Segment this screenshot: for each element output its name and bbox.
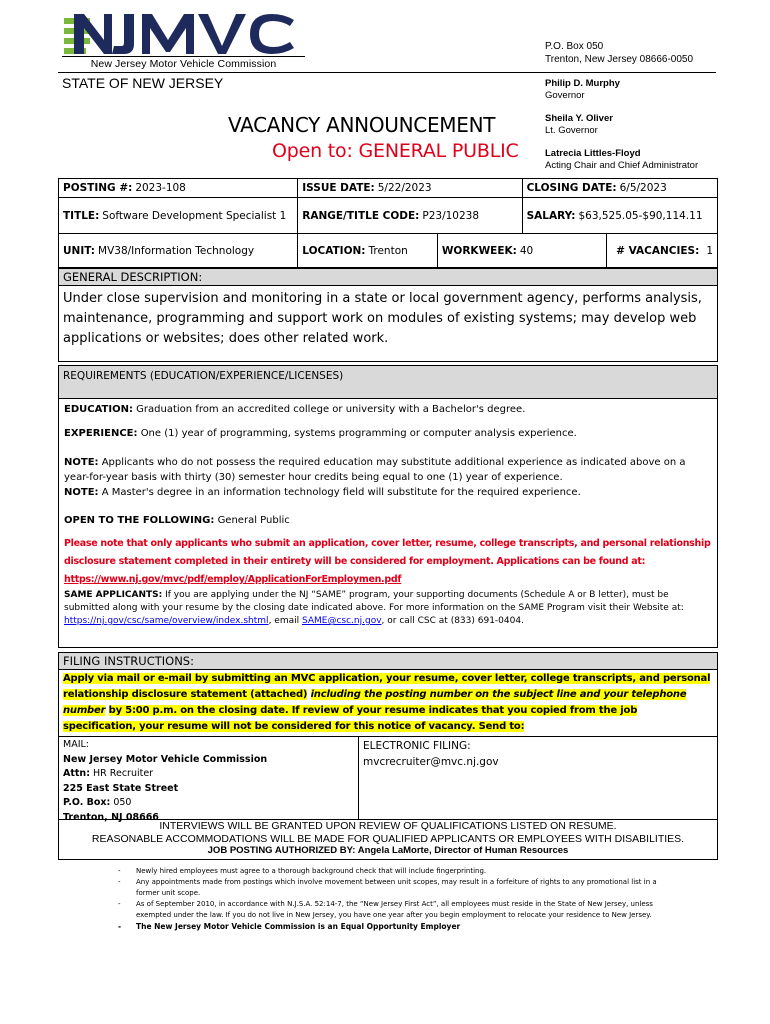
official-name: Philip D. Murphy: [545, 78, 620, 89]
note-masters: NOTE: A Master's degree in an information technology field will substitute for the required experience.: [64, 487, 581, 498]
salary: SALARY: $63,525.05-$90,114.11: [526, 209, 703, 222]
electronic-filing-label: ELECTRONIC FILING:: [363, 740, 471, 752]
list-item: - The New Jersey Motor Vehicle Commission is an Equal Opportunity Employer: [118, 921, 658, 932]
mail-po-box: P.O. Box: 050: [63, 797, 132, 808]
filing-instructions-body: [58, 670, 718, 823]
closing-date: CLOSING DATE: 6/5/2023: [526, 182, 667, 194]
same-program-link[interactable]: https://nj.gov/csc/same/overview/index.shtml: [64, 616, 269, 626]
address-line2: Trenton, New Jersey 08666-0050: [545, 54, 694, 65]
announcement-title: VACANCY ANNOUNCEMENT: [228, 113, 496, 137]
policy-notes-list: [118, 866, 658, 932]
open-to-following: OPEN TO THE FOLLOWING: General Public: [64, 515, 290, 526]
experience-requirement: EXPERIENCE: One (1) year of programming, systems programming or computer analysis experience.: [64, 428, 577, 439]
table-row: [59, 198, 717, 234]
official-title: Lt. Governor: [545, 124, 598, 136]
filing-instructions-text: Apply via mail or e-mail by submitting an MVC application, your resume, cover letter, college transcripts, and personal relationship disclosure statement (attached) including the posting number on the subject line and your telephone number by 5:00 p.m. on the closing date. If review of your resume indicates that you copied from the job specification, your resume will not be considered for this notice of vacancy. Send to:: [63, 673, 711, 732]
note-substitution: NOTE: Applicants who do not possess the required education may substitute additional experience as indicated above on a year-for-year basis with thirty (30) semester hour credits being equal to one (1) year of experience.: [64, 457, 686, 483]
general-description-heading: GENERAL DESCRIPTION:: [58, 268, 718, 286]
footer-line1: INTERVIEWS WILL BE GRANTED UPON REVIEW OF QUALIFICATIONS LISTED ON RESUME.: [159, 820, 617, 832]
open-to-heading: Open to: GENERAL PUBLIC: [272, 140, 519, 162]
education-requirement: EDUCATION: Graduation from an accredited college or university with a Bachelor's degree.: [64, 404, 526, 415]
mail-label: MAIL:: [63, 739, 89, 750]
workweek: WORKWEEK: 40: [438, 234, 607, 267]
job-title: TITLE: Software Development Specialist 1: [59, 198, 298, 233]
list-item: - Newly hired employees must agree to a thorough background check that will include fingerprinting.: [118, 866, 658, 877]
issue-date: ISSUE DATE: 5/22/2023: [298, 179, 522, 197]
mail-attention: Attn: HR Recruiter: [63, 768, 154, 779]
address-line1: P.O. Box 050: [545, 41, 604, 52]
header-divider: [58, 72, 716, 73]
logo-subtitle: New Jersey Motor Vehicle Commission: [62, 56, 305, 70]
general-description-body: Under close supervision and monitoring in a state or local government agency, performs analysis, maintenance, programming and support work on modules of existing systems; may develop web applications or websites; does other related work.: [58, 286, 718, 362]
recruiter-email[interactable]: mvcrecruiter@mvc.nj.gov: [363, 756, 499, 768]
state-heading: STATE OF NEW JERSEY: [62, 75, 224, 91]
posting-details-table: [58, 178, 718, 268]
interview-footer: [58, 820, 718, 860]
unit: UNIT: MV38/Information Technology: [59, 234, 298, 267]
mail-organization: New Jersey Motor Vehicle Commission: [63, 753, 268, 765]
filing-instructions-heading: FILING INSTRUCTIONS:: [58, 652, 718, 670]
electronic-filing-block: [359, 736, 717, 820]
application-form-link[interactable]: https://www.nj.gov/mvc/pdf/employ/ApplicationForEmploymen.pdf: [64, 574, 402, 585]
list-item: - As of September 2010, in accordance with N.J.S.A. 52:14-7, the “New Jersey First Act”, all employees must reside in the State of New Jersey, unless exempted under the law. If you do not live in New Jersey, you have one year after you begin employment to relocate your residence to New Jersey.: [118, 899, 658, 921]
mail-city: Trenton, NJ 08666: [63, 811, 159, 823]
mail-street: 225 East State Street: [63, 782, 179, 794]
table-row: [59, 234, 717, 267]
same-applicants-note: SAME APPLICANTS: If you are applying under the NJ “SAME” program, your supporting documents (Schedule A or B letter), must be submitted along with your resume by the closing date indicated above. For more information on the SAME Program visit their Website at: https://nj.gov/csc/same/overview/index.shtml, email SAME@csc.nj.gov, or call CSC at (833) 691-0404.: [64, 590, 684, 626]
official-title: Governor: [545, 89, 585, 101]
requirements-heading: REQUIREMENTS (EDUCATION/EXPERIENCE/LICENSES): [58, 365, 718, 399]
list-item: - Any appointments made from postings which involve movement between unit scopes, may result in a forfeiture of rights to any promotional list in a former unit scope.: [118, 877, 658, 899]
same-email-link[interactable]: SAME@csc.nj.gov: [301, 616, 382, 626]
mailing-address: [545, 40, 693, 66]
range-title-code: RANGE/TITLE CODE: P23/10238: [298, 198, 522, 233]
application-notice: Please note that only applicants who submit an application, cover letter, resume, college transcripts, and personal relationship disclosure statement completed in their entirety will be considered for employment. Applications can be found at: https://www.nj.gov/mvc/pdf/employ/ApplicationForEmploymen.pdf: [64, 538, 711, 585]
table-row: [59, 179, 717, 198]
location: LOCATION: Trenton: [298, 234, 438, 267]
footer-authorization: JOB POSTING AUTHORIZED BY: Angela LaMorte, Director of Human Resources: [207, 845, 569, 856]
official-name: Sheila Y. Oliver: [545, 113, 613, 124]
official-name: Latrecia Littles-Floyd: [545, 148, 641, 159]
requirements-body: [58, 399, 718, 648]
vacancies: # VACANCIES: 1: [616, 244, 713, 257]
official-lt-governor: [545, 113, 613, 136]
official-governor: [545, 78, 620, 101]
footer-line2: REASONABLE ACCOMMODATIONS WILL BE MADE FOR QUALIFIED APPLICANTS OR EMPLOYEES WITH DISABILITIES.: [91, 832, 685, 845]
official-title: Acting Chair and Chief Administrator: [545, 159, 699, 171]
mail-address-block: [59, 736, 359, 823]
official-chair: [545, 148, 698, 171]
posting-number: POSTING #: 2023-108: [59, 179, 298, 197]
